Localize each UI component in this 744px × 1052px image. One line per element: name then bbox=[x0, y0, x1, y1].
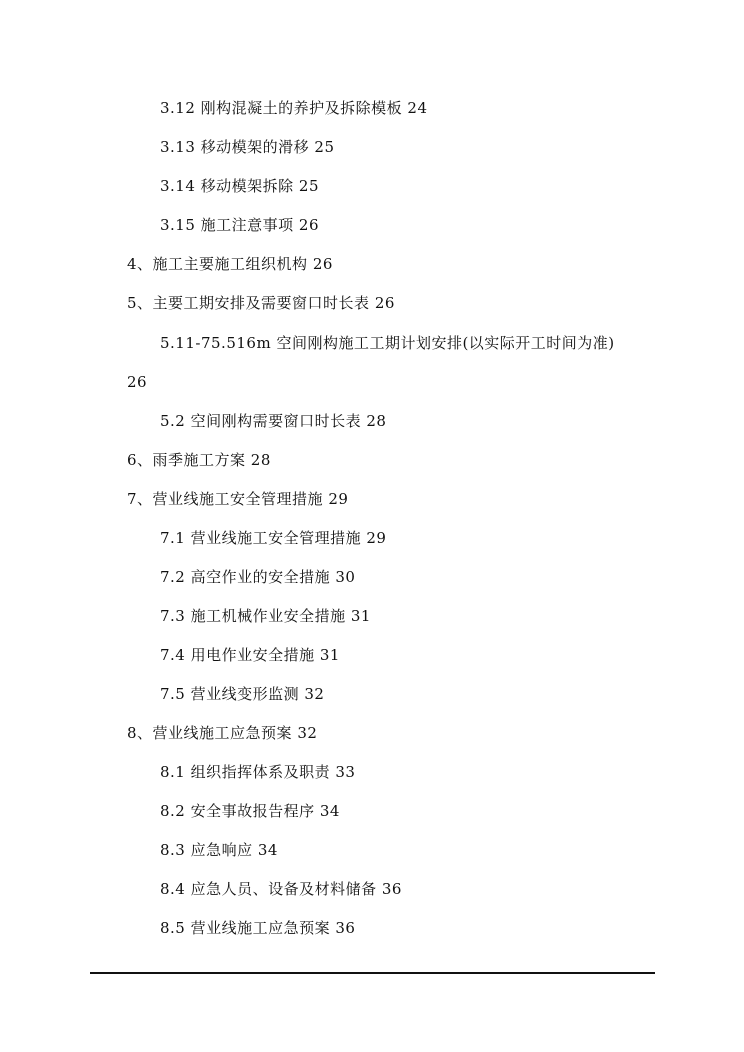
toc-entry-3-14: 3.14 移动模架拆除 25 bbox=[160, 177, 320, 195]
toc-entry-5-2: 5.2 空间刚构需要窗口时长表 28 bbox=[160, 412, 387, 430]
toc-entry-8-1: 8.1 组织指挥体系及职责 33 bbox=[160, 763, 356, 781]
toc-entry-5: 5、主要工期安排及需要窗口时长表 26 bbox=[127, 294, 395, 312]
toc-entry-8-3: 8.3 应急响应 34 bbox=[160, 841, 278, 859]
toc-entry-7-5: 7.5 营业线变形监测 32 bbox=[160, 685, 325, 703]
toc-entry-6: 6、雨季施工方案 28 bbox=[127, 451, 271, 469]
toc-entry-8-5: 8.5 营业线施工应急预案 36 bbox=[160, 919, 356, 937]
toc-entry-8-2: 8.2 安全事故报告程序 34 bbox=[160, 802, 340, 820]
toc-entry-7-1: 7.1 营业线施工安全管理措施 29 bbox=[160, 529, 387, 547]
footer-divider bbox=[90, 972, 655, 974]
toc-entry-8: 8、营业线施工应急预案 32 bbox=[127, 724, 318, 742]
toc-entry-3-13: 3.13 移动模架的滑移 25 bbox=[160, 138, 335, 156]
toc-entry-3-12: 3.12 刚构混凝土的养护及拆除模板 24 bbox=[160, 99, 428, 117]
toc-entry-5-1-page: 26 bbox=[127, 373, 148, 391]
toc-entry-7-4: 7.4 用电作业安全措施 31 bbox=[160, 646, 340, 664]
toc-entry-4: 4、施工主要施工组织机构 26 bbox=[127, 255, 333, 273]
toc-entry-8-4: 8.4 应急人员、设备及材料储备 36 bbox=[160, 880, 402, 898]
toc-entry-5-1: 5.11-75.516m 空间刚构施工工期计划安排(以实际开工时间为准) bbox=[160, 334, 615, 352]
toc-entry-3-15: 3.15 施工注意事项 26 bbox=[160, 216, 320, 234]
toc-entry-7-2: 7.2 高空作业的安全措施 30 bbox=[160, 568, 356, 586]
toc-entry-7: 7、营业线施工安全管理措施 29 bbox=[127, 490, 349, 508]
toc-entry-7-3: 7.3 施工机械作业安全措施 31 bbox=[160, 607, 371, 625]
